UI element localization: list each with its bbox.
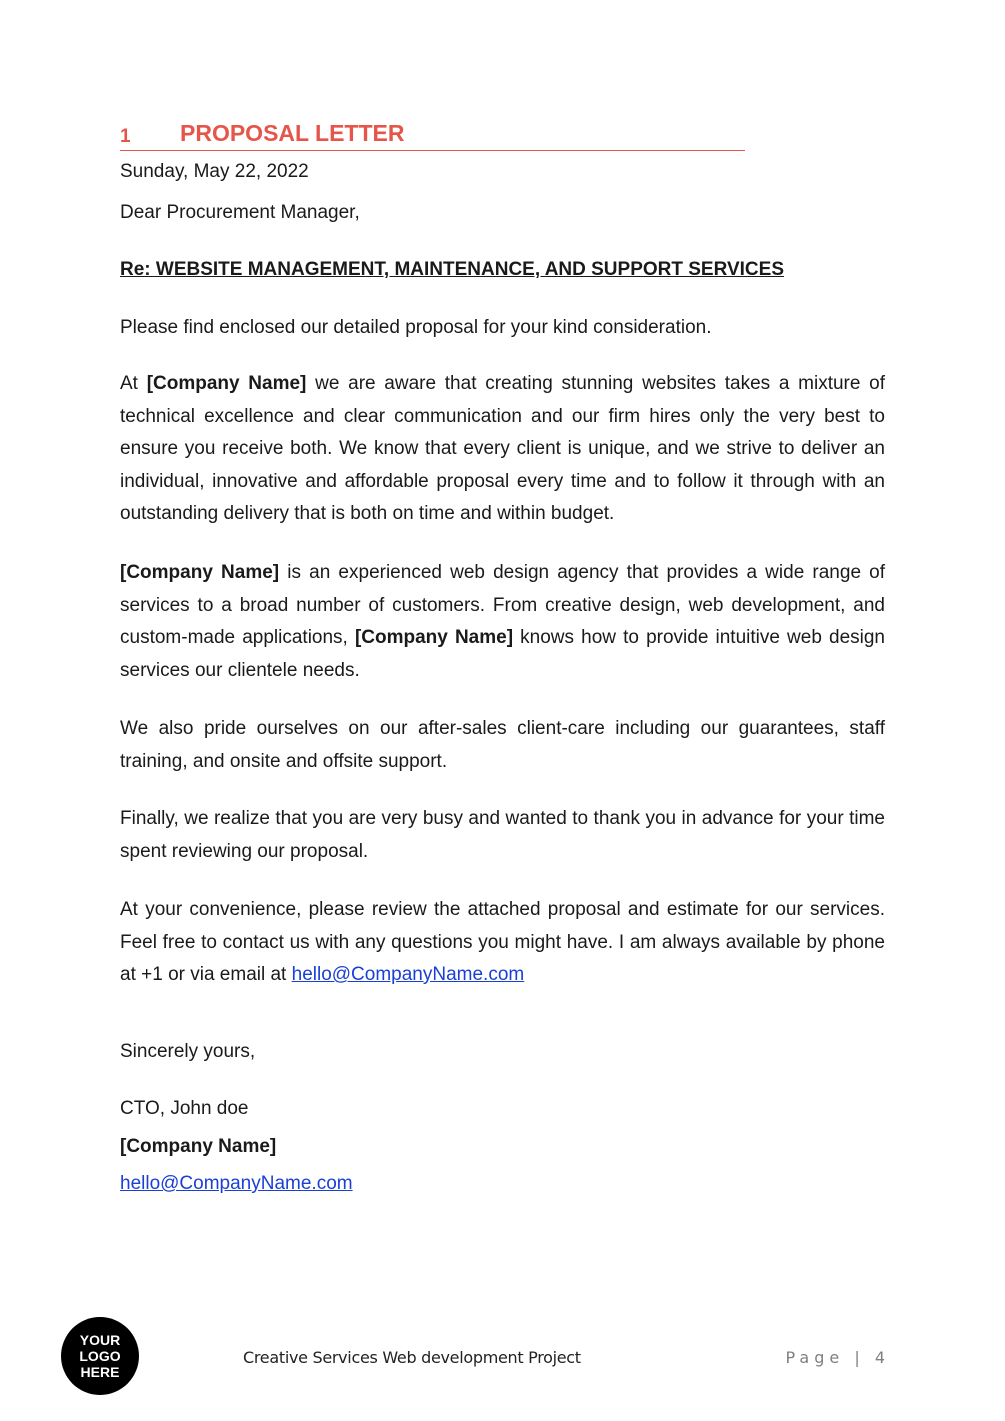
logo-line: HERE bbox=[80, 1364, 120, 1380]
company-name-placeholder: [Company Name] bbox=[354, 627, 514, 648]
paragraph-text: knows how to provide intuitive web design services our clientele needs. bbox=[120, 627, 885, 681]
paragraph-thanks: Finally, we realize that you are very busy and wanted to thank you in advance for your time spent reviewing our proposal. bbox=[120, 808, 885, 862]
salutation: Dear Procurement Manager, bbox=[120, 202, 360, 223]
intro-paragraph: Please find enclosed our detailed proposal for your kind consideration. bbox=[120, 317, 712, 338]
company-name-placeholder: [Company Name] bbox=[120, 562, 280, 583]
paragraph-contact bbox=[120, 894, 885, 992]
paragraph-text: is an experienced web design agency that provides a wide range of services to a broad number of customers. From creative design, web development, and custom-made applications, bbox=[120, 562, 886, 648]
company-name-placeholder: [Company Name] bbox=[146, 373, 307, 394]
logo-line: YOUR bbox=[79, 1332, 121, 1348]
paragraph-company-intro bbox=[120, 368, 885, 531]
signature-company: [Company Name] bbox=[120, 1136, 277, 1157]
closing: Sincerely yours, bbox=[120, 1041, 256, 1062]
signature-email bbox=[120, 1172, 353, 1196]
signature-email-link[interactable]: hello@CompanyName.com bbox=[120, 1173, 353, 1194]
logo-line: LOGO bbox=[79, 1348, 121, 1364]
company-logo bbox=[61, 1317, 139, 1395]
paragraph-text: we are aware that creating stunning websites takes a mixture of technical excellence and clear communication and our firm hires only the very best to ensure you receive both. We know that every client is unique, and we strive to deliver an individual, innovative and affordable proposal every time and to follow it through with an outstanding delivery that is both on time and within budget. bbox=[120, 373, 886, 524]
contact-email-link[interactable]: hello@CompanyName.com bbox=[291, 964, 525, 985]
paragraph-after-sales: We also pride ourselves on our after-sales client-care including our guarantees, staff training, and onsite and offsite support. bbox=[120, 718, 885, 772]
paragraph-lead: At bbox=[120, 373, 147, 394]
subject-line: Re: WEBSITE MANAGEMENT, MAINTENANCE, AND SUPPORT SERVICES bbox=[120, 259, 784, 280]
section-number: 1 bbox=[120, 126, 131, 147]
footer-page-number bbox=[786, 1348, 886, 1367]
page-number: 4 bbox=[874, 1348, 885, 1367]
section-heading bbox=[120, 118, 745, 151]
signer-name: CTO, John doe bbox=[120, 1098, 249, 1119]
section-title: PROPOSAL LETTER bbox=[180, 120, 405, 146]
letter-date: Sunday, May 22, 2022 bbox=[120, 161, 309, 182]
paragraph-text: At your convenience, please review the attached proposal and estimate for our services. Feel free to contact us with any questions you might have. I am always available by phone at +1 or via email at bbox=[120, 899, 885, 985]
page-separator: | bbox=[854, 1348, 865, 1367]
paragraph-agency bbox=[120, 557, 885, 687]
footer-project-title: Creative Services Web development Project bbox=[243, 1348, 581, 1367]
page-label: Page bbox=[785, 1348, 845, 1367]
